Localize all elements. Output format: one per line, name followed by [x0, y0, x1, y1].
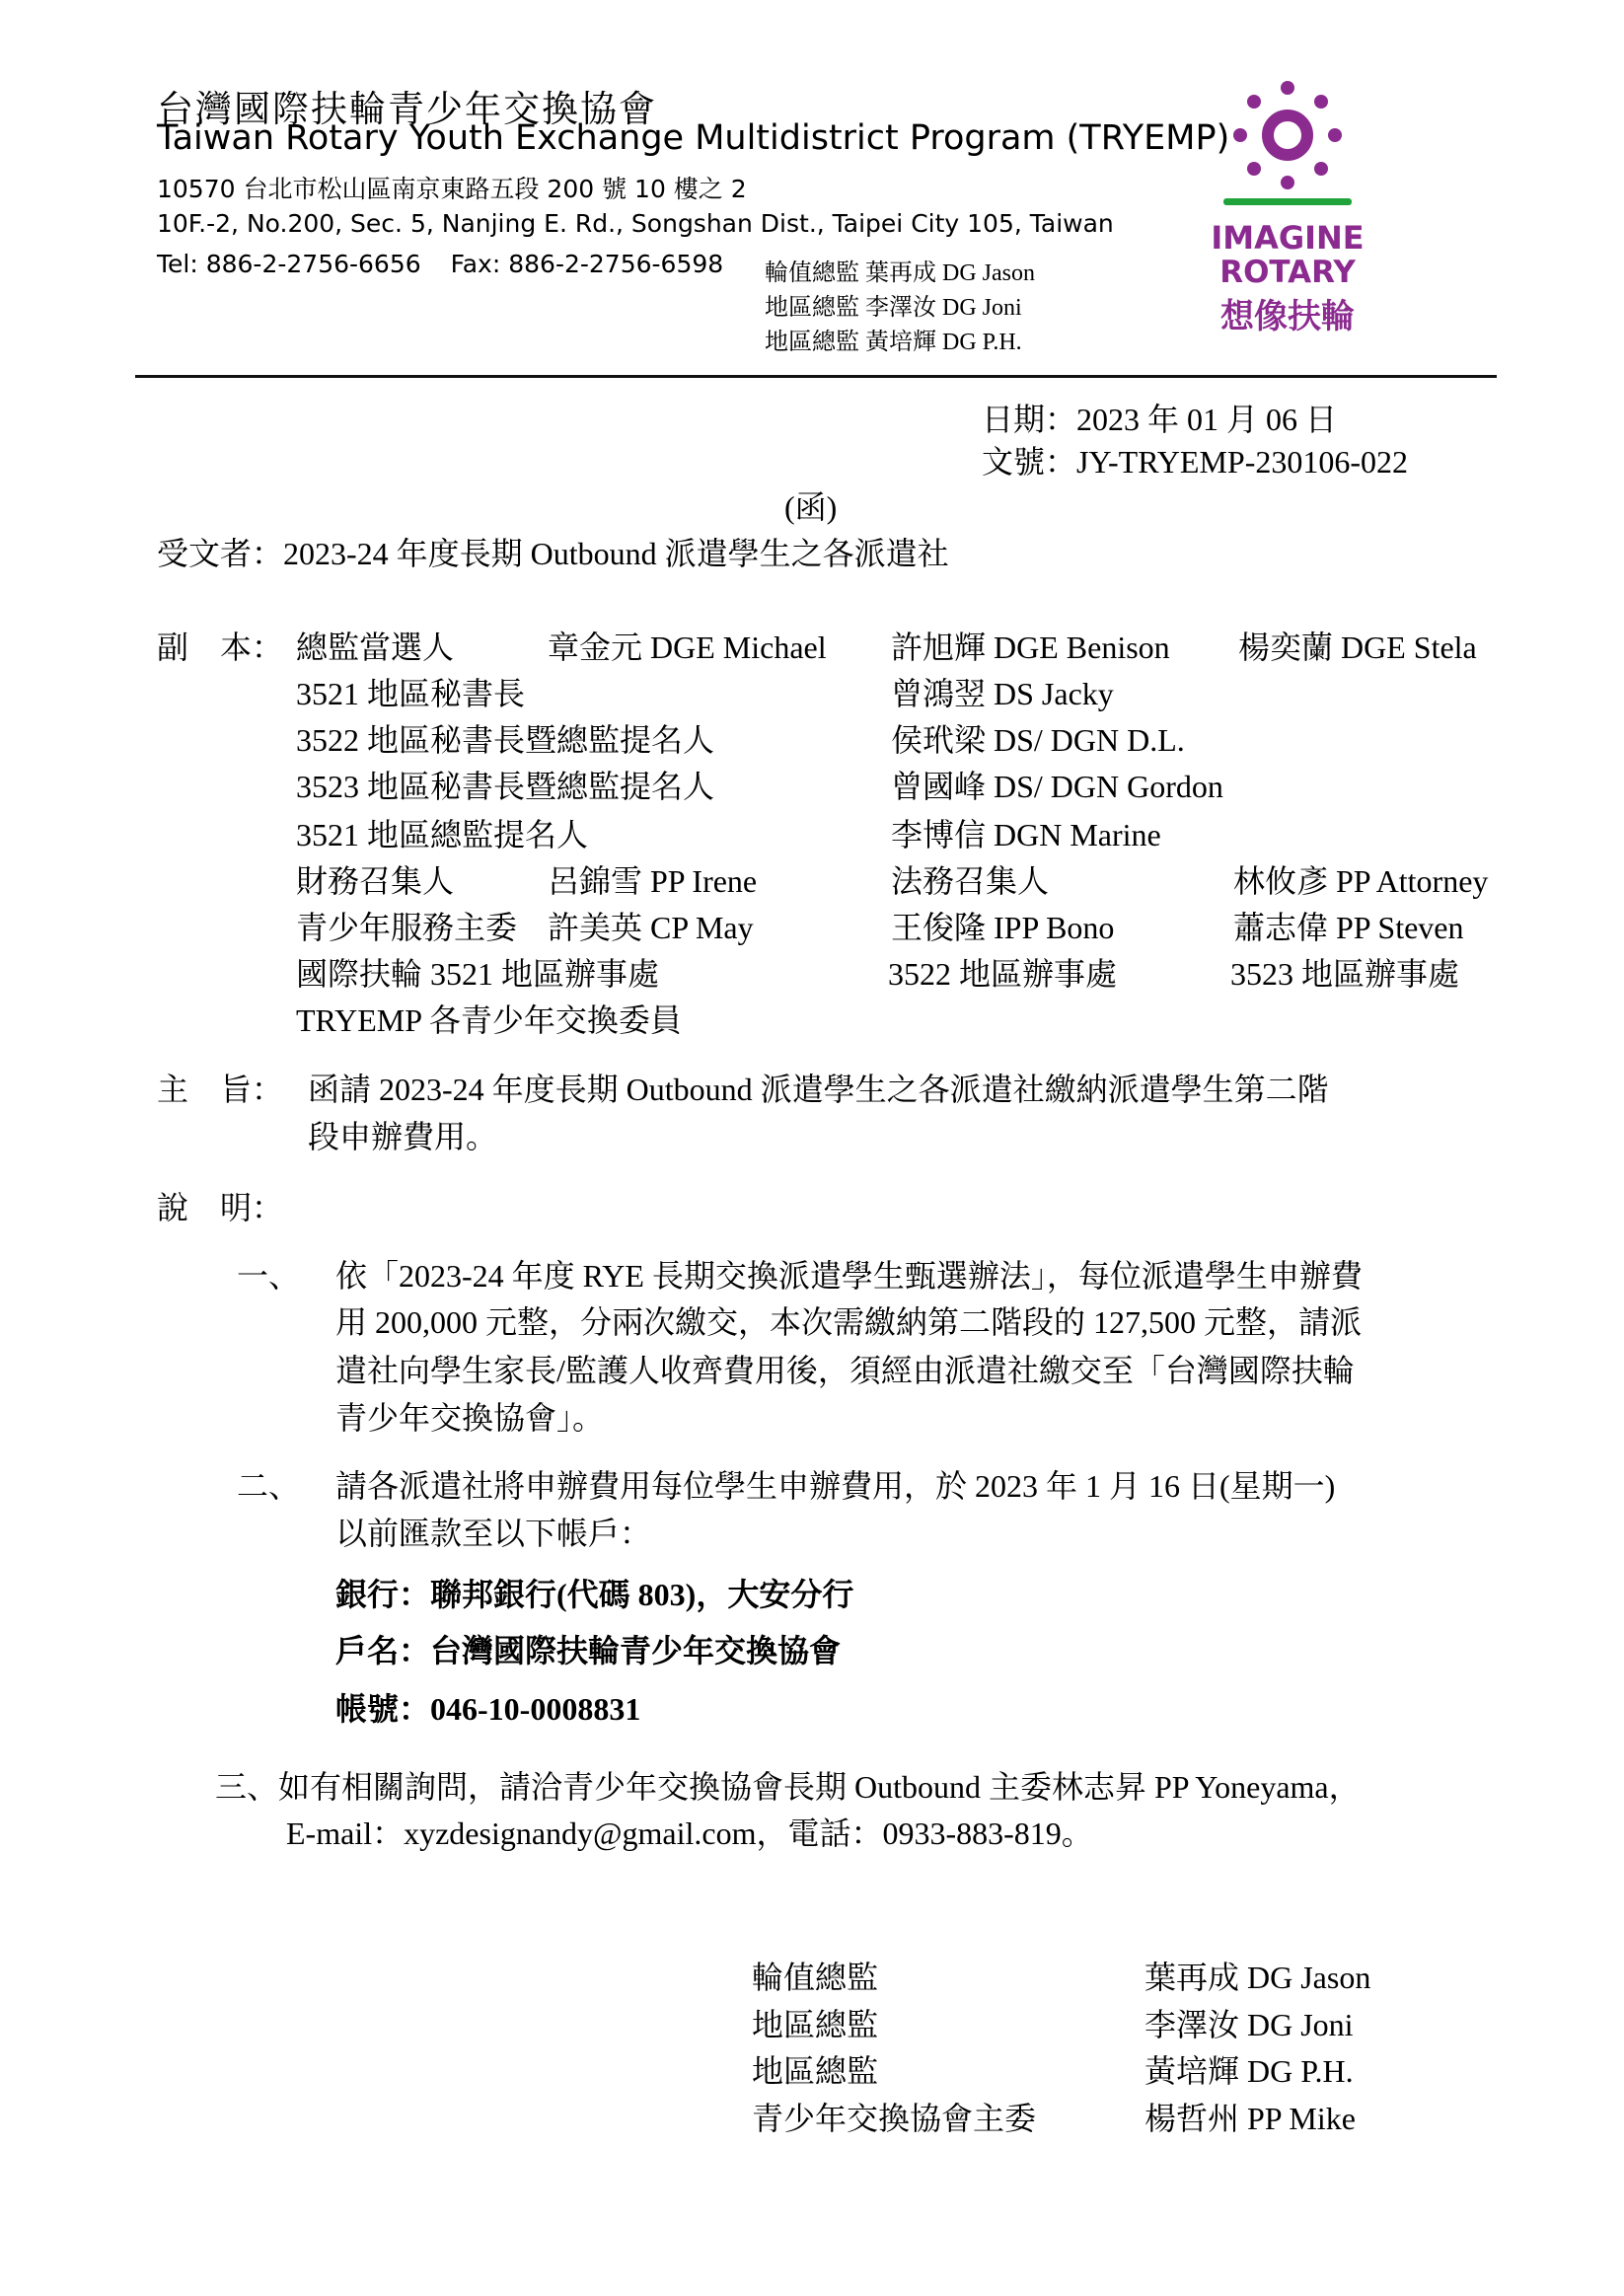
cc-role: 3523 地區秘書長暨總監提名人 — [296, 769, 715, 804]
cc-name: 林攸彥 PP Attorney — [1233, 863, 1489, 899]
governor-line-1: 輪值總監 葉再成 DG Jason — [765, 260, 1035, 286]
account-name: 戶名：台灣國際扶輪青少年交換協會 — [335, 1633, 842, 1668]
item-1-line-4: 青少年交換協會」。 — [335, 1400, 605, 1436]
subject-line-1: 函請 2023-24 年度長期 Outbound 派遣學生之各派遣社繳納派遣學生第二階 — [308, 1072, 1329, 1107]
cc-name: 章金元 DGE Michael — [548, 630, 827, 665]
item-2-line-2: 以前匯款至以下帳戶： — [335, 1516, 652, 1551]
item-2-number: 二、 — [237, 1468, 301, 1504]
item-1-line-1: 依「2023-24 年度 RYE 長期交換派遣學生甄選辦法」，每位派遣學生申辦費 — [335, 1258, 1363, 1294]
contact-line — [157, 250, 723, 278]
cc-role: 3522 地區辦事處 — [888, 956, 1118, 992]
org-name-en: Taiwan Rotary Youth Exchange Multidistrict Program (TRYEMP) — [157, 118, 1230, 158]
signature-title: 輪值總監 — [752, 1960, 879, 1995]
bank-name: 銀行：聯邦銀行(代碼 803)，大安分行 — [335, 1577, 854, 1612]
address-en: 10F.-2, No.200, Sec. 5, Nanjing E. Rd., Songshan Dist., Taipei City 105, Taiwan — [157, 209, 1114, 238]
rotary-wheel-icon — [1204, 74, 1371, 192]
subject-line-2: 段申辦費用。 — [308, 1119, 498, 1154]
cc-name: 王俊隆 IPP Bono — [891, 910, 1115, 945]
signature-title: 地區總監 — [752, 2053, 879, 2089]
letter-type: (函) — [784, 489, 838, 525]
signature-title: 青少年交換協會主委 — [752, 2101, 1037, 2136]
cc-role: 3523 地區辦事處 — [1230, 956, 1460, 992]
explanation-label: 說 明： — [157, 1190, 284, 1225]
cc-role: 財務召集人 — [296, 863, 455, 899]
logo-text-rotary: ROTARY — [1219, 255, 1356, 290]
item-1-line-3: 遣社向學生家長/監護人收齊費用後，須經由派遣社繳交至「台灣國際扶輪 — [335, 1353, 1355, 1388]
signature-name: 李澤汝 DG Joni — [1144, 2007, 1354, 2042]
recipient: 受文者：2023-24 年度長期 Outbound 派遣學生之各派遣社 — [157, 536, 949, 571]
signature-title: 地區總監 — [752, 2007, 879, 2042]
cc-name: 侯玳梁 DS/ DGN D.L. — [891, 722, 1185, 758]
cc-name: 曾鴻翌 DS Jacky — [891, 676, 1114, 711]
account-number: 帳號：046-10-0008831 — [335, 1691, 641, 1727]
imagine-rotary-logo — [1204, 74, 1371, 340]
cc-role: 3521 地區總監提名人 — [296, 817, 589, 852]
item-1-number: 一、 — [237, 1258, 301, 1294]
logo-text-zh: 想像扶輪 — [1220, 297, 1355, 336]
cc-name: 楊奕蘭 DGE Stela — [1238, 630, 1477, 665]
cc-role: 總監當選人 — [296, 630, 455, 665]
address-zh: 10570 台北市松山區南京東路五段 200 號 10 樓之 2 — [157, 175, 747, 203]
logo-text-imagine: IMAGINE — [1211, 219, 1365, 257]
signature-name: 楊哲州 PP Mike — [1144, 2101, 1356, 2136]
cc-role: 國際扶輪 3521 地區辦事處 — [296, 956, 660, 992]
cc-name: 曾國峰 DS/ DGN Gordon — [891, 769, 1223, 804]
cc-name: 呂錦雪 PP Irene — [548, 863, 758, 899]
item-2-line-1: 請各派遣社將申辦費用每位學生申辦費用，於 2023 年 1 月 16 日(星期一) — [335, 1468, 1336, 1504]
document-date: 日期：2023 年 01 月 06 日 — [982, 402, 1338, 437]
org-name-zh: 台灣國際扶輪青少年交換協會 — [157, 88, 657, 130]
cc-role: 3521 地區秘書長 — [296, 676, 526, 711]
cc-name: 李博信 DGN Marine — [891, 817, 1161, 852]
logo-green-bar — [1223, 198, 1352, 205]
signature-name: 葉再成 DG Jason — [1144, 1960, 1371, 1995]
cc-role: TRYEMP 各青少年交換委員 — [296, 1002, 682, 1038]
governor-line-3: 地區總監 黃培輝 DG P.H. — [765, 330, 1022, 355]
fax: Fax: 886-2-2756-6598 — [450, 250, 724, 278]
cc-role: 法務召集人 — [891, 863, 1050, 899]
cc-name: 許美英 CP May — [548, 910, 754, 945]
tel: Tel: 886-2-2756-6656 — [157, 250, 421, 278]
item-3-line-2: E-mail：xyzdesignandy@gmail.com，電話：0933-883-819。 — [286, 1815, 1093, 1851]
cc-role: 3522 地區秘書長暨總監提名人 — [296, 722, 715, 758]
governor-line-2: 地區總監 李澤汝 DG Joni — [765, 295, 1022, 321]
cc-name: 蕭志偉 PP Steven — [1233, 910, 1464, 945]
cc-role: 青少年服務主委 — [296, 910, 518, 945]
subject-label: 主 旨： — [157, 1072, 284, 1107]
header-divider — [135, 375, 1497, 378]
signature-name: 黃培輝 DG P.H. — [1144, 2053, 1354, 2089]
document-number: 文號：JY-TRYEMP-230106-022 — [982, 444, 1409, 480]
item-1-line-2: 用 200,000 元整，分兩次繳交，本次需繳納第二階段的 127,500 元整，請派 — [335, 1304, 1363, 1340]
cc-label: 副 本： — [157, 630, 284, 665]
cc-name: 許旭輝 DGE Benison — [891, 630, 1170, 665]
item-3-line-1: 三、如有相關詢問，請洽青少年交換協會長期 Outbound 主委林志昇 PP Yoneyama， — [215, 1769, 1361, 1805]
